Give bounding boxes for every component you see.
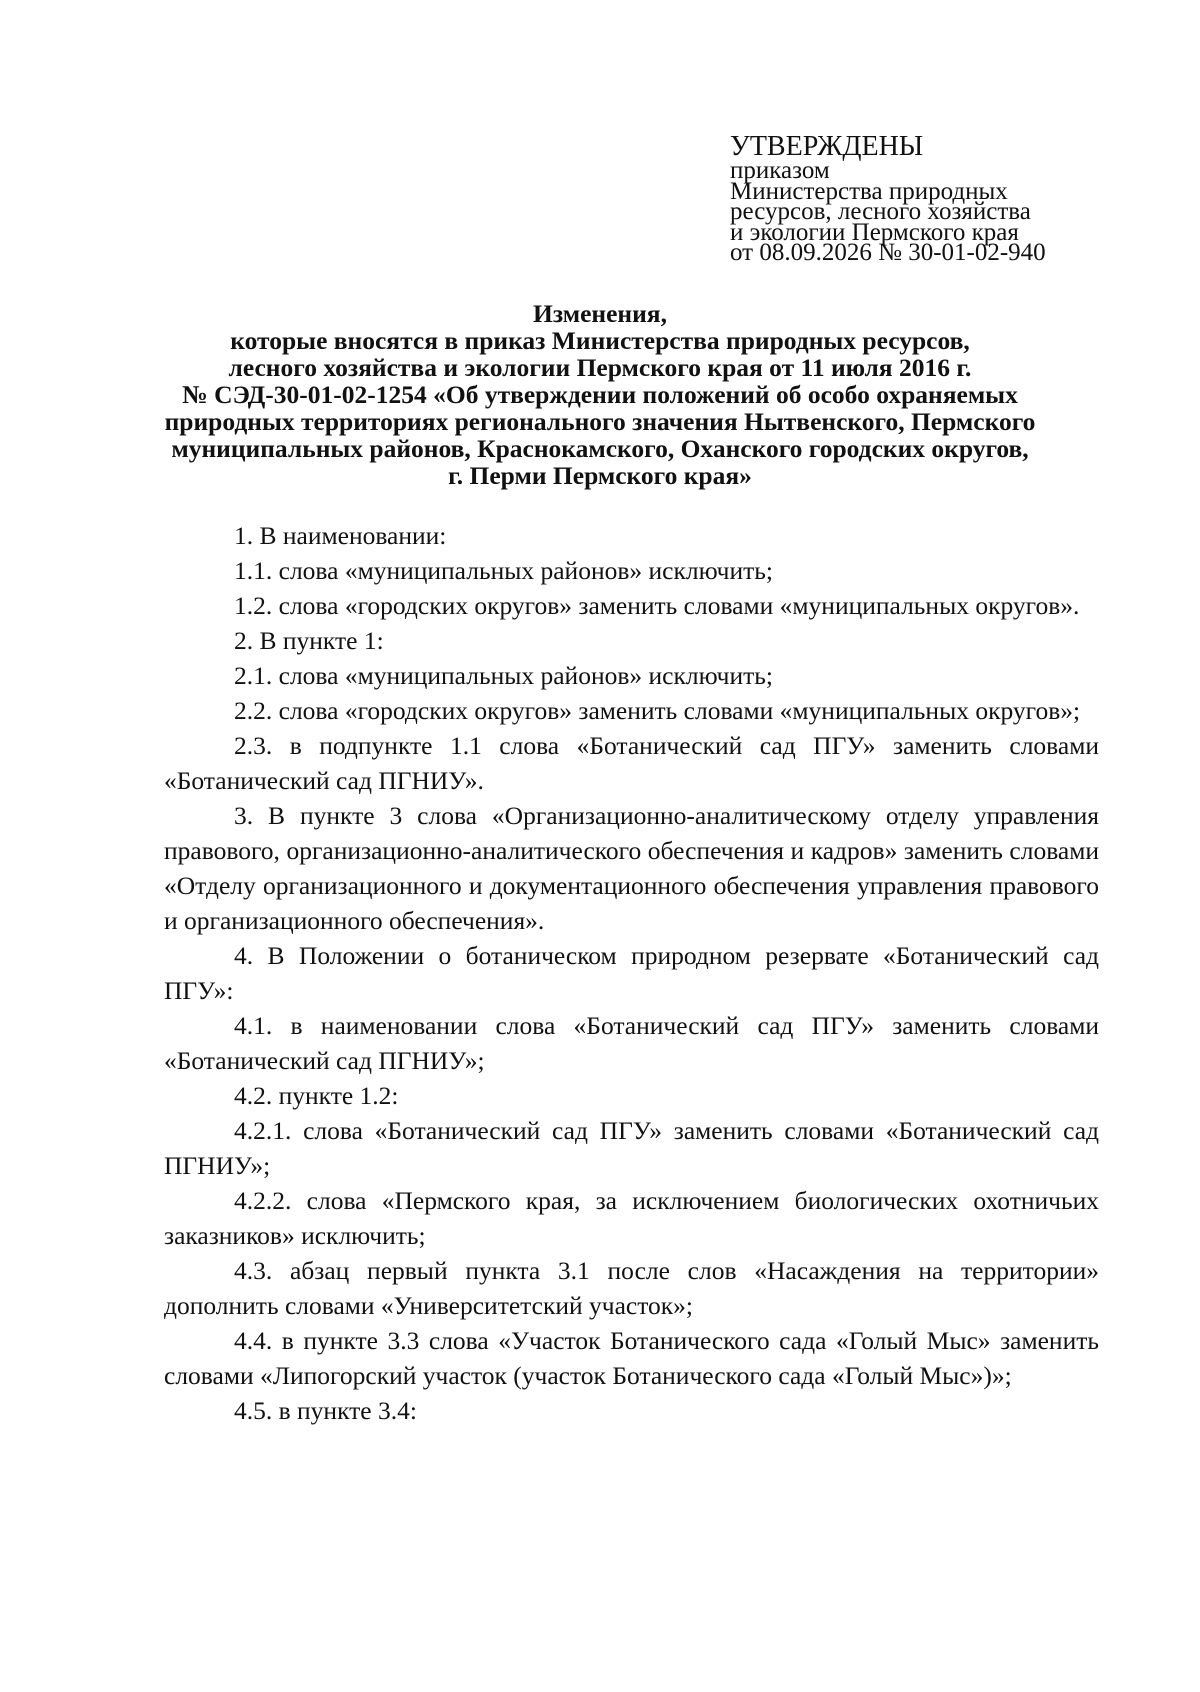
title-line: муниципальных районов, Краснокамского, Оханского городских округов, — [171, 434, 1029, 463]
paragraph: 4.2.2. слова «Пермского края, за исключением биологических охотничьих заказников» исключить; — [164, 1186, 1099, 1250]
title-line: № СЭД-30-01-02-1254 «Об утверждении положений об особо охраняемых — [182, 380, 1018, 409]
approval-line: от 08.09.2026 № 30-01-02-940 — [730, 239, 1046, 266]
approval-line: и экологии Пермского края — [730, 218, 1019, 246]
document-title — [120, 300, 1080, 489]
title-line: природных территориях регионального значения Нытвенского, Пермского — [164, 407, 1036, 436]
paragraph: 1.1. слова «муниципальных районов» исключить; — [234, 556, 773, 585]
title-line: которые вносятся в приказ Министерства природных ресурсов, — [230, 326, 970, 355]
paragraph: 1. В наименовании: — [234, 521, 447, 550]
paragraph: 4.4. в пункте 3.3 слова «Участок Ботанического сада «Голый Мыс» заменить словами «Липогорский участок (участок Ботанического сада «Голый Мыс»)»; — [164, 1326, 1099, 1390]
title-line: лесного хозяйства и экологии Пермского края от 11 июля 2016 г. — [228, 353, 972, 382]
paragraph: 2.2. слова «городских округов» заменить словами «муниципальных округов»; — [234, 696, 1081, 725]
paragraph: 4. В Положении о ботаническом природном резервате «Ботанический сад ПГУ»: — [164, 941, 1099, 1005]
paragraph: 4.2. пункте 1.2: — [234, 1081, 399, 1110]
approval-line: приказом — [730, 157, 830, 184]
paragraph: 2.3. в подпункте 1.1 слова «Ботанический сад ПГУ» заменить словами «Ботанический сад ПГНИУ». — [164, 731, 1099, 795]
paragraph: 4.3. абзац первый пункта 3.1 после слов «Насаждения на территории» дополнить словами «Университетский участок»; — [164, 1256, 1099, 1320]
paragraph: 1.2. слова «городских округов» заменить словами «муниципальных округов». — [234, 591, 1080, 620]
title-line: г. Перми Пермского края» — [448, 461, 752, 490]
document-body — [164, 518, 1099, 1428]
paragraph: 4.5. в пункте 3.4: — [234, 1396, 417, 1425]
paragraph: 4.1. в наименовании слова «Ботанический сад ПГУ» заменить словами «Ботанический сад ПГНИУ»; — [164, 1011, 1099, 1075]
paragraph: 3. В пункте 3 слова «Организационно-аналитическому отделу управления правового, организационно-аналитического обеспечения и кадров» заменить словами «Отделу организационного и документационного обеспечения управления правового и организационного обеспечения». — [164, 801, 1099, 935]
approval-stamp — [730, 133, 1130, 264]
approval-line: Министерства природных — [730, 177, 1008, 205]
paragraph: 4.2.1. слова «Ботанический сад ПГУ» заменить словами «Ботанический сад ПГНИУ»; — [164, 1116, 1099, 1180]
paragraph: 2. В пункте 1: — [234, 626, 384, 655]
paragraph: 2.1. слова «муниципальных районов» исключить; — [234, 661, 773, 690]
approval-heading: УТВЕРЖДЕНЫ — [730, 131, 924, 162]
title-line: Изменения, — [533, 299, 667, 328]
approval-line: ресурсов, лесного хозяйства — [730, 198, 1031, 225]
